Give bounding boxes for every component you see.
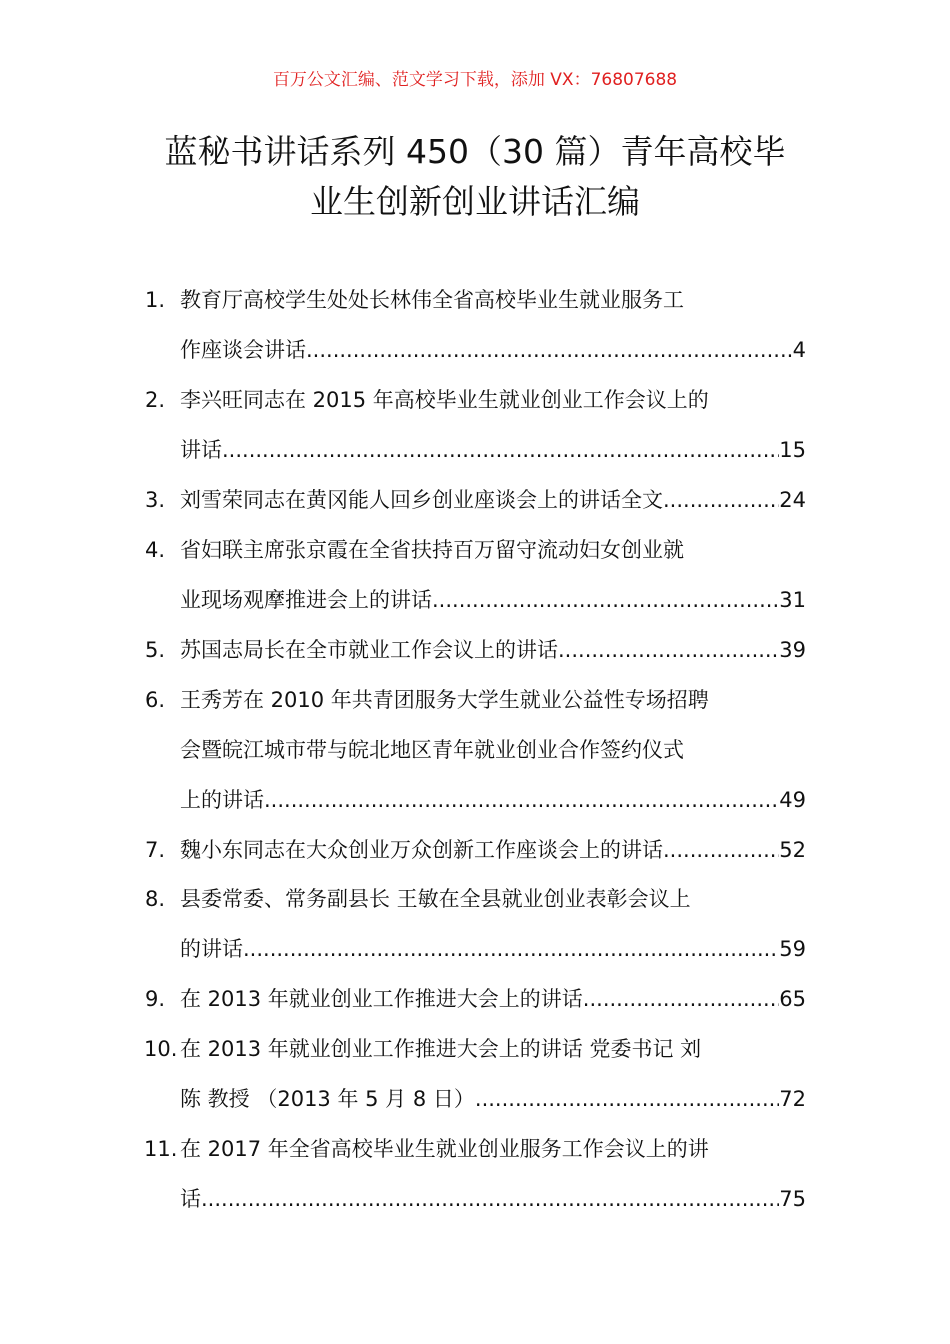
toc-text: 在 2013 年就业创业工作推进大会上的讲话 bbox=[180, 987, 583, 1011]
toc-number: 2. bbox=[145, 388, 166, 412]
toc-entry-1-cont[interactable] bbox=[180, 334, 806, 366]
toc-text: 讲话 bbox=[180, 438, 222, 462]
dot-leader bbox=[558, 634, 779, 666]
document-title-line-2: 业生创新创业讲话汇编 bbox=[310, 182, 640, 221]
toc-text: 话 bbox=[180, 1187, 201, 1211]
toc-text: 教育厅高校学生处处长林伟全省高校毕业生就业服务工 bbox=[180, 288, 684, 312]
toc-entry-7[interactable] bbox=[180, 834, 806, 866]
toc-entry-10[interactable] bbox=[180, 1033, 806, 1065]
toc-entry-4-cont[interactable] bbox=[180, 584, 806, 616]
toc-number: 11. bbox=[144, 1137, 178, 1161]
toc-text: 王秀芳在 2010 年共青团服务大学生就业公益性专场招聘 bbox=[180, 688, 709, 712]
toc-page-number: 72 bbox=[779, 1087, 806, 1111]
toc-entry-1[interactable] bbox=[180, 284, 806, 316]
dot-leader bbox=[432, 584, 779, 616]
toc-number: 5. bbox=[145, 638, 166, 662]
toc-text: 的讲话 bbox=[180, 937, 243, 961]
toc-text: 县委常委、常务副县长 王敏在全县就业创业表彰会议上 bbox=[180, 887, 691, 911]
toc-entry-10-cont[interactable] bbox=[180, 1083, 806, 1115]
dot-leader bbox=[243, 933, 779, 965]
toc-number: 7. bbox=[145, 838, 166, 862]
dot-leader bbox=[663, 834, 779, 866]
toc-entry-2-cont[interactable] bbox=[180, 434, 806, 466]
dot-leader bbox=[583, 983, 779, 1015]
toc-number: 10. bbox=[144, 1037, 178, 1061]
toc-entry-2[interactable] bbox=[180, 384, 806, 416]
toc-number: 9. bbox=[145, 987, 166, 1011]
toc-text: 刘雪荣同志在黄冈能人回乡创业座谈会上的讲话全文 bbox=[180, 488, 663, 512]
toc-text: 李兴旺同志在 2015 年高校毕业生就业创业工作会议上的 bbox=[180, 388, 709, 412]
dot-leader bbox=[306, 334, 793, 366]
toc-text: 省妇联主席张京霞在全省扶持百万留守流动妇女创业就 bbox=[180, 538, 684, 562]
toc-page-number: 4 bbox=[792, 338, 806, 362]
toc-page-number: 52 bbox=[779, 838, 806, 862]
toc-entry-6[interactable] bbox=[180, 684, 806, 716]
toc-entry-5[interactable] bbox=[180, 634, 806, 666]
toc-entry-8-cont[interactable] bbox=[180, 933, 806, 965]
toc-text: 在 2017 年全省高校毕业生就业创业服务工作会议上的讲 bbox=[180, 1137, 709, 1161]
document-title-line-1: 蓝秘书讲话系列 450（30 篇）青年高校毕 bbox=[164, 132, 786, 171]
toc-page-number: 49 bbox=[779, 788, 806, 812]
watermark-banner: 百万公文汇编、范文学习下载，添加 VX：76807688 bbox=[272, 70, 678, 90]
toc-entry-11[interactable] bbox=[180, 1133, 806, 1165]
toc-entry-6-cont2[interactable] bbox=[180, 784, 806, 816]
toc-page-number: 24 bbox=[779, 488, 806, 512]
dot-leader bbox=[264, 784, 779, 816]
toc-number: 8. bbox=[145, 887, 166, 911]
toc-text: 会暨皖江城市带与皖北地区青年就业创业合作签约仪式 bbox=[180, 738, 684, 762]
toc-number: 6. bbox=[145, 688, 166, 712]
toc-page-number: 59 bbox=[779, 937, 806, 961]
dot-leader bbox=[475, 1083, 779, 1115]
toc-entry-11-cont[interactable] bbox=[180, 1183, 806, 1215]
toc-text: 苏国志局长在全市就业工作会议上的讲话 bbox=[180, 638, 558, 662]
toc-text: 陈 教授 （2013 年 5 月 8 日） bbox=[180, 1087, 475, 1111]
dot-leader bbox=[663, 484, 779, 516]
toc-entry-9[interactable] bbox=[180, 983, 806, 1015]
toc-number: 4. bbox=[145, 538, 166, 562]
toc-page-number: 65 bbox=[779, 987, 806, 1011]
toc-text: 作座谈会讲话 bbox=[180, 338, 306, 362]
toc-text: 在 2013 年就业创业工作推进大会上的讲话 党委书记 刘 bbox=[180, 1037, 702, 1061]
toc-entry-8[interactable] bbox=[180, 883, 806, 915]
toc-entry-3[interactable] bbox=[180, 484, 806, 516]
dot-leader bbox=[201, 1183, 779, 1215]
toc-number: 1. bbox=[145, 288, 166, 312]
toc-page-number: 15 bbox=[779, 438, 806, 462]
toc-text: 魏小东同志在大众创业万众创新工作座谈会上的讲话 bbox=[180, 838, 663, 862]
toc-text: 上的讲话 bbox=[180, 788, 264, 812]
toc-text: 业现场观摩推进会上的讲话 bbox=[180, 588, 432, 612]
dot-leader bbox=[222, 434, 779, 466]
toc-number: 3. bbox=[145, 488, 166, 512]
toc-page-number: 31 bbox=[779, 588, 806, 612]
toc-page-number: 39 bbox=[779, 638, 806, 662]
toc-page-number: 75 bbox=[779, 1187, 806, 1211]
toc-entry-4[interactable] bbox=[180, 534, 806, 566]
toc-entry-6-cont[interactable] bbox=[180, 734, 806, 766]
